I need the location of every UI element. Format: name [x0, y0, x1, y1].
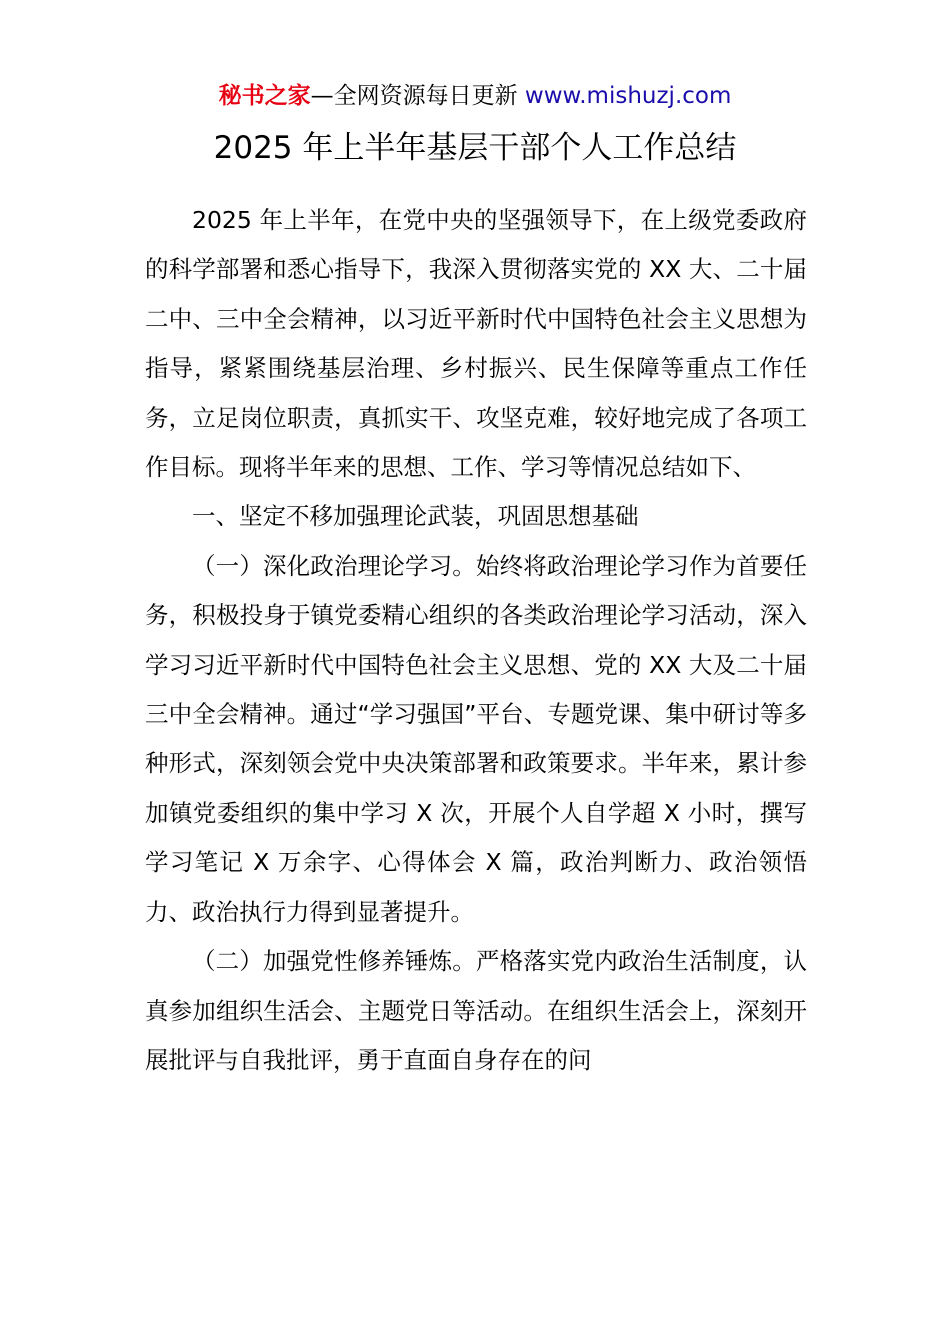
intro-paragraph: 2025 年上半年，在党中央的坚强领导下，在上级党委政府的科学部署和悉心指导下，我深入贯彻落实党的 XX 大、二十届二中、三中全会精神，以习近平新时代中国特色社会主义思想为指导，紧紧围绕基层治理、乡村振兴、民生保障等重点工作任务，立足岗位职责，真抓实干、攻坚克难，较好地完成了各项工作目标。现将半年来的思想、工作、学习等情况总结如下、: [145, 206, 807, 482]
site-url-link[interactable]: www.mishuzj.com: [524, 83, 732, 109]
site-brand[interactable]: 秘书之家: [218, 83, 311, 109]
section-heading-1: 一、坚定不移加强理论武装，巩固思想基础: [192, 502, 639, 531]
document-body: [145, 196, 807, 1085]
document-title: 2025 年上半年基层干部个人工作总结: [213, 130, 737, 166]
subsection-paragraph-1: （一）深化政治理论学习。始终将政治理论学习作为首要任务，积极投身于镇党委精心组织的各类政治理论学习活动，深入学习习近平新时代中国特色社会主义思想、党的 XX 大及二十届三中全会精神。通过“学习强国”平台、专题党课、集中研讨等多种形式，深刻领会党中央决策部署和政策要求。半年来，累计参加镇党委组织的集中学习 X 次，开展个人自学超 X 小时，撰写学习笔记 X 万余字、心得体会 X 篇，政治判断力、政治领悟力、政治执行力得到显著提升。: [145, 551, 807, 926]
site-tagline: —全网资源每日更新: [310, 83, 525, 109]
site-header: [0, 80, 950, 112]
subsection-paragraph-2: （二）加强党性修养锤炼。严格落实党内政治生活制度，认真参加组织生活会、主题党日等活动。在组织生活会上，深刻开展批评与自我批评，勇于直面自身存在的问: [145, 947, 807, 1074]
